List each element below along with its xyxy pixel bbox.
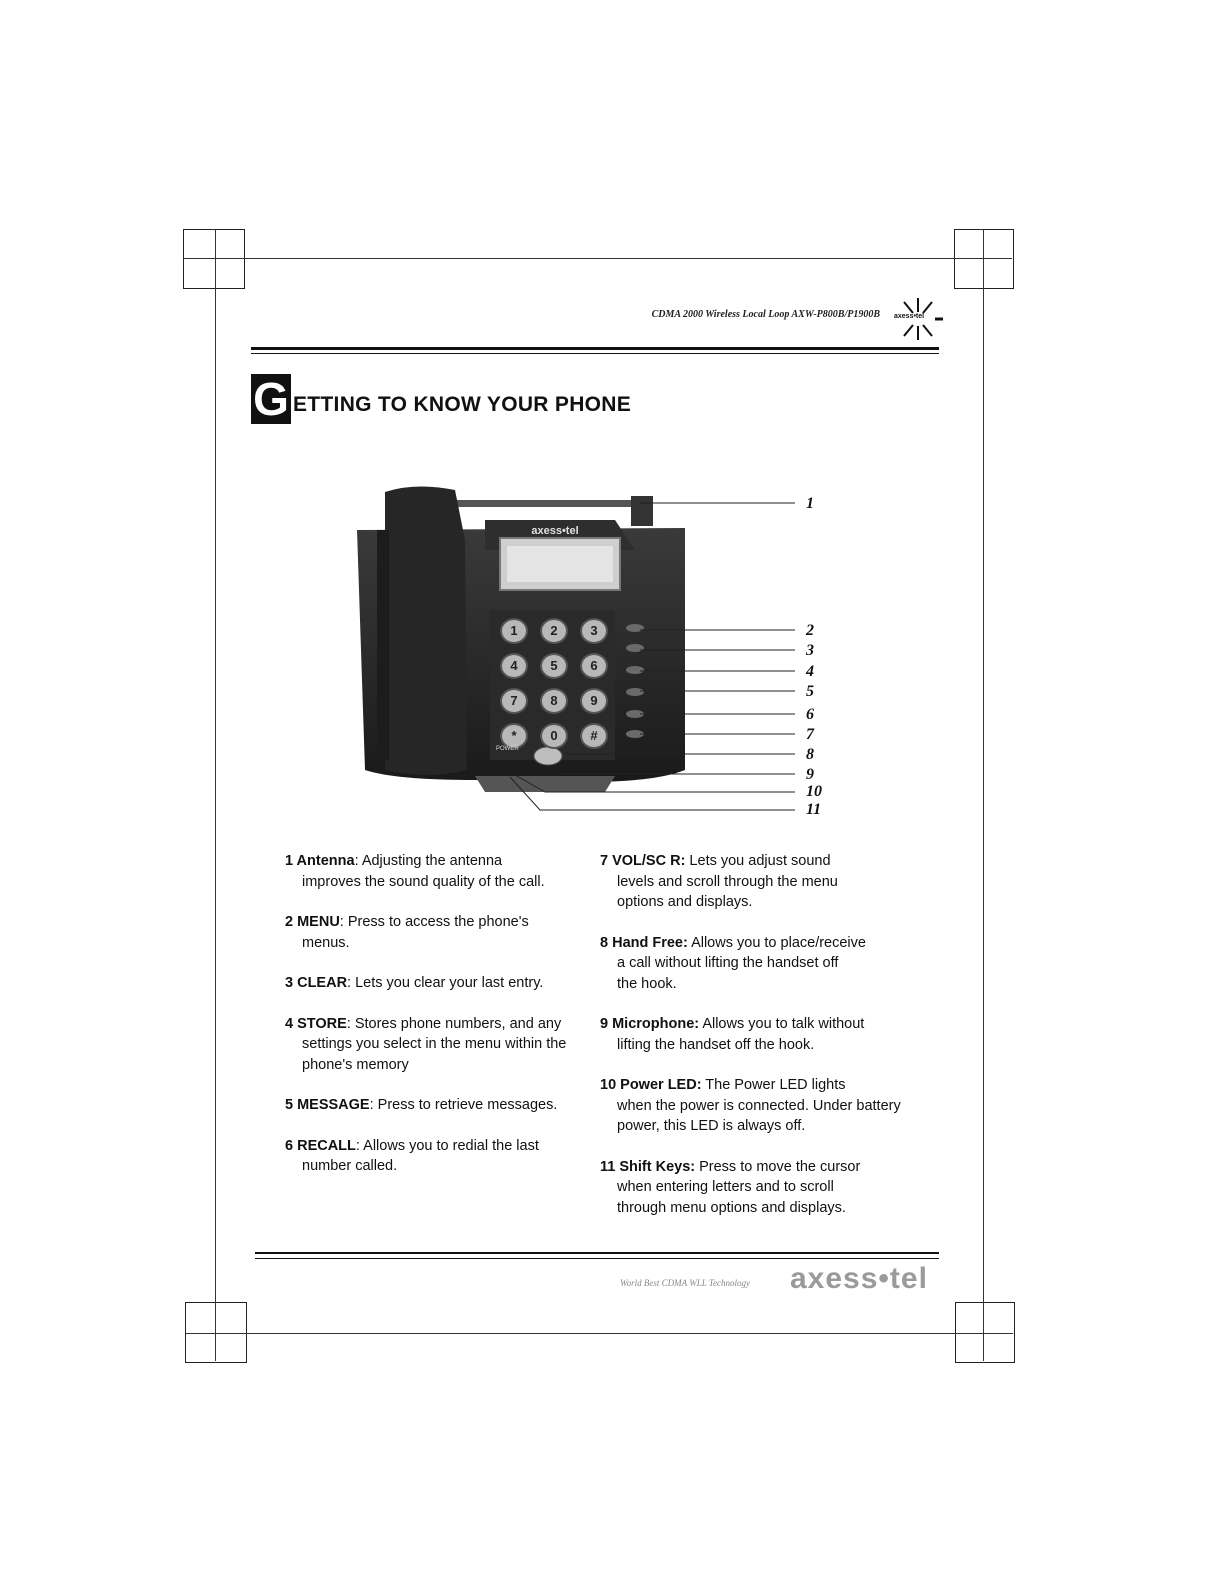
feature-term: 5 MESSAGE [285,1097,370,1113]
feature-line: the hook. [617,975,677,992]
callout-2: 2 [806,622,814,639]
feature-line: 6 RECALL: Allows you to redial the last [285,1137,539,1154]
power-label: POWER [496,746,519,752]
leader-11 [510,777,795,810]
keypad-key-1: 1 [500,618,528,644]
header-logo-text: axess•tel [894,313,925,320]
feature-item-6 [285,1136,595,1177]
feature-line: phone's memory [302,1056,409,1073]
feature-line: menus. [302,934,350,951]
callout-10: 10 [806,783,822,800]
right-description-column [600,851,940,1238]
feature-term: 7 VOL/SC R: [600,853,686,869]
feature-term: 8 Hand Free: [600,934,688,951]
feature-line: power, this LED is always off. [617,1118,806,1134]
keypad-key-3: 3 [580,618,608,644]
keypad-key-7: 7 [500,688,528,714]
feature-term: 11 Shift Keys: [600,1158,696,1175]
keypad-key-star: * [500,723,528,749]
feature-line: 3 CLEAR: Lets you clear your last entry. [285,975,544,991]
feature-item-5 [285,1095,595,1116]
feature-line: 4 STORE: Stores phone numbers, and any [285,1015,562,1032]
keypad-key-6: 6 [580,653,608,679]
feature-item-4 [285,1014,595,1076]
feature-line: 7 VOL/SC R: Lets you adjust sound [600,853,831,869]
keypad-key-5: 5 [540,653,568,679]
callout-4: 4 [806,663,814,680]
feature-item-9 [600,1014,940,1055]
feature-line: 2 MENU: Press to access the phone's [285,914,529,930]
feature-line: 10 Power LED: The Power LED lights [600,1077,846,1093]
feature-line: 8 Hand Free: Allows you to place/receive [600,934,866,951]
feature-line: 1 Antenna: Adjusting the antenna [285,853,503,869]
callout-6: 6 [806,706,814,723]
callout-5: 5 [806,683,814,700]
feature-term: 3 CLEAR [285,975,348,991]
feature-item-11 [600,1157,940,1219]
feature-line: when the power is connected. Under battery [617,1097,901,1114]
feature-item-1 [285,851,595,892]
feature-line: improves the sound quality of the call. [302,873,545,890]
header-product-line: CDMA 2000 Wireless Local Loop AXW-P800B/P1900B [651,309,880,320]
feature-term: 10 Power LED: [600,1077,702,1093]
feature-term: 2 MENU [285,914,340,930]
feature-line: through menu options and displays. [617,1199,846,1216]
callout-3: 3 [806,642,814,659]
page-title: ETTING TO KNOW YOUR PHONE [293,393,632,416]
feature-line: when entering letters and to scroll [617,1179,834,1195]
feature-term: 4 STORE [285,1015,347,1032]
keypad-key-2: 2 [540,618,568,644]
left-description-column [285,851,595,1197]
footer-logo: axess•tel [790,1262,928,1295]
keypad-key-8: 8 [540,688,568,714]
feature-term: 9 Microphone: [600,1016,700,1032]
keypad-key-9: 9 [580,688,608,714]
title-initial: G [251,374,291,424]
feature-line: settings you select in the menu within the [302,1036,567,1052]
feature-line: levels and scroll through the menu [617,873,838,890]
feature-item-7 [600,851,940,913]
footer-rule-thin [255,1258,939,1259]
footer-rule-thick [255,1252,939,1254]
feature-line: a call without lifting the handset off [617,955,839,971]
callout-1: 1 [806,495,814,512]
leader-10 [515,775,795,792]
feature-line: 11 Shift Keys: Press to move the cursor [600,1158,861,1175]
feature-item-8 [600,933,940,995]
feature-line: 9 Microphone: Allows you to talk without [600,1016,865,1032]
callout-11: 11 [806,801,822,818]
callout-9: 9 [806,766,814,783]
feature-term: 6 RECALL [285,1137,356,1154]
feature-item-2 [285,912,595,953]
feature-line: lifting the handset off the hook. [617,1036,815,1053]
feature-line: options and displays. [617,894,753,910]
feature-line: number called. [302,1158,398,1174]
callout-7: 7 [806,726,814,743]
feature-item-3 [285,973,595,994]
feature-term: 1 Antenna [285,853,355,869]
keypad-key-hash: # [580,723,608,749]
keypad-key-4: 4 [500,653,528,679]
footer-tagline: World Best CDMA WLL Technology [620,1278,751,1288]
phone-brand-label: axess•tel [531,525,579,537]
callout-8: 8 [806,746,814,763]
feature-item-10 [600,1075,940,1137]
feature-line: 5 MESSAGE: Press to retrieve messages. [285,1097,558,1113]
keypad-key-0: 0 [540,723,568,749]
